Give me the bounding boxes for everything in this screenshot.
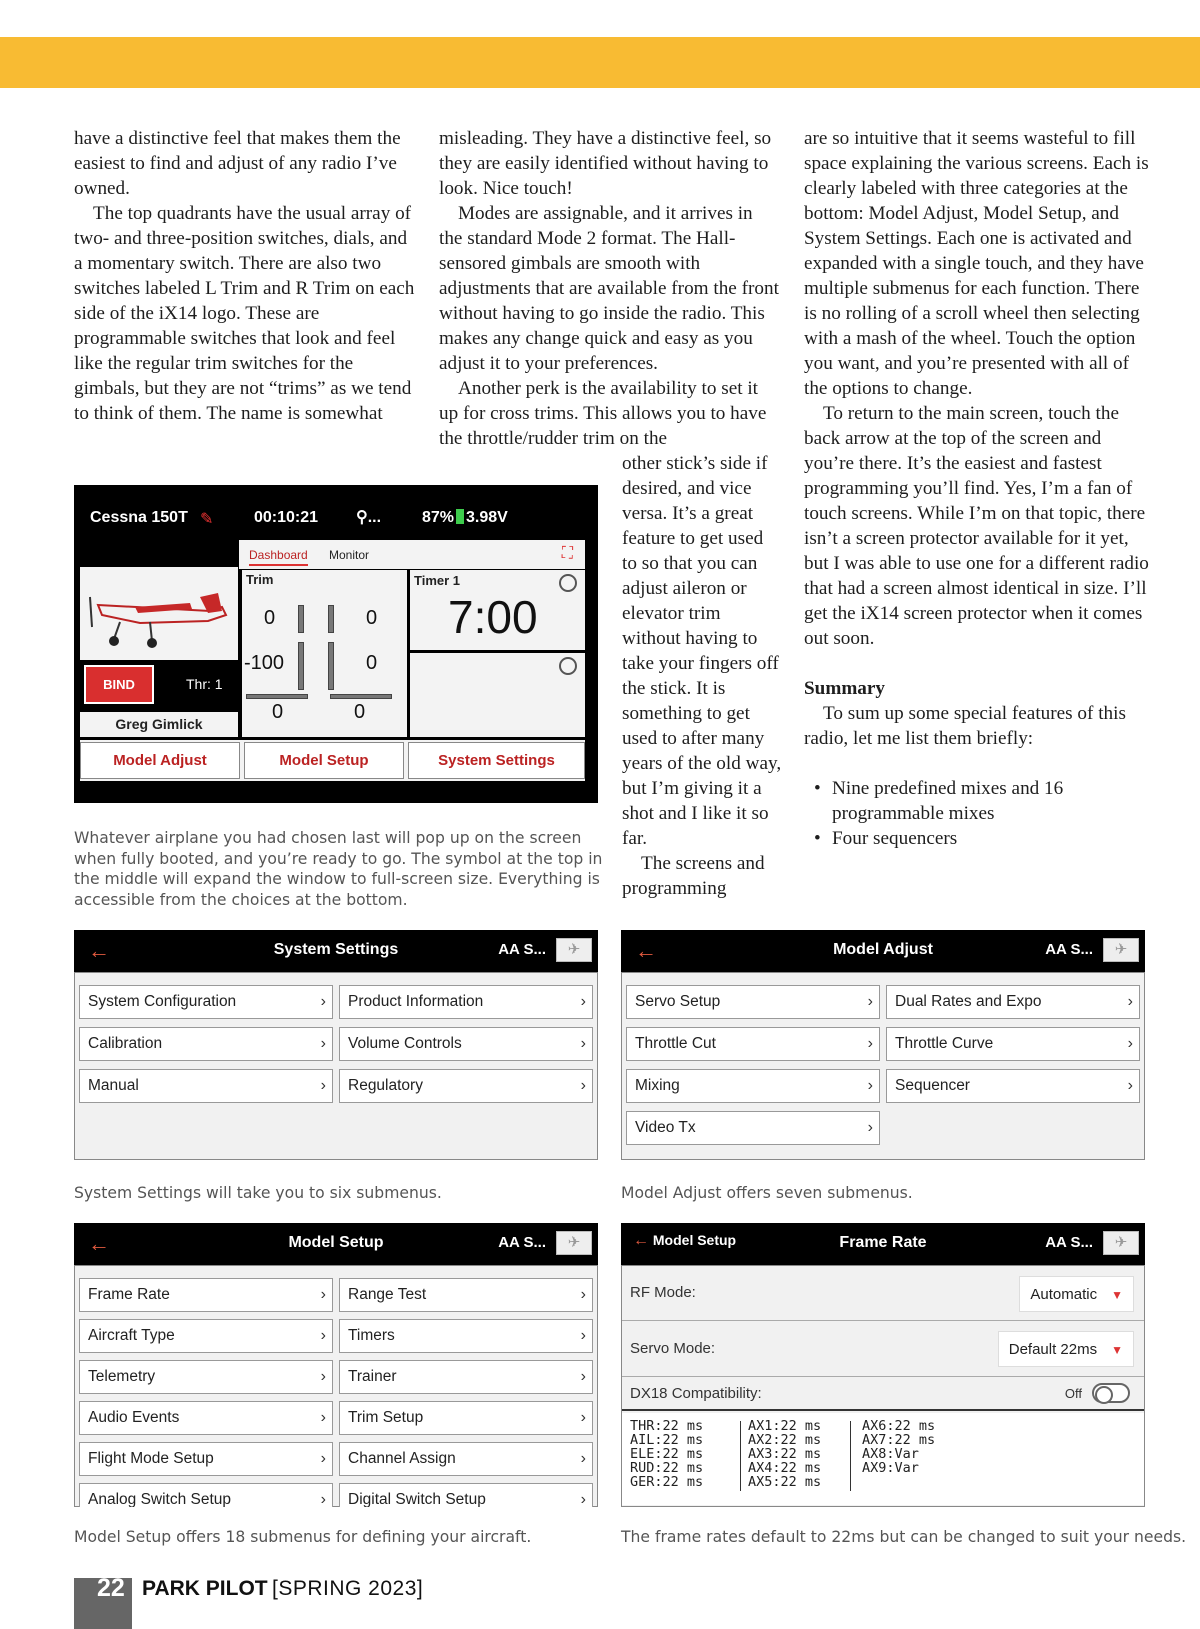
dashboard-screenshot [74,485,598,803]
menu-item-dual-rates-and-expo[interactable] [886,985,1140,1019]
caret-down-icon: ▼ [1111,1288,1123,1302]
screen-header [621,1223,1145,1265]
system-settings-caption: System Settings will take you to six submenus. [74,1184,442,1202]
trim-panel [242,570,407,737]
trim-bar [298,642,304,690]
divider [850,1421,851,1491]
model-adjust-button[interactable]: Model Adjust [80,742,240,779]
airplane-icon[interactable]: ✈ [1103,938,1139,962]
trim-bar [298,605,304,633]
dropdown-value: Automatic [1030,1286,1098,1303]
menu-item-timers[interactable] [339,1319,593,1353]
chevron-right-icon: › [580,993,586,1010]
article-column-3 [804,126,1149,851]
chevron-right-icon: › [320,1491,326,1507]
divider [740,1421,741,1491]
menu-item-audio-events[interactable] [79,1401,333,1435]
trim-value: 0 [366,607,378,629]
chevron-right-icon: › [320,1327,326,1344]
model-adjust-caption: Model Adjust offers seven submenus. [621,1184,913,1202]
back-arrow-icon[interactable]: ← [635,938,657,963]
trim-bar [330,694,392,699]
menu-item-label: Digital Switch Setup [348,1491,486,1507]
menu-item-telemetry[interactable] [79,1360,333,1394]
feature-list [804,776,1149,851]
chevron-right-icon: › [867,1119,873,1136]
chevron-right-icon: › [1127,1035,1133,1052]
bind-button[interactable]: BIND [84,665,154,704]
menu-item-trainer[interactable] [339,1360,593,1394]
paragraph: Another perk is the availability to set it up for cross trims. This allows you to have the throttle/rudder trim on the [439,378,767,449]
screen-title: Model Adjust [833,941,933,958]
chevron-right-icon: › [1127,993,1133,1010]
chevron-right-icon: › [580,1368,586,1385]
back-label: Model Setup [652,1232,737,1248]
dashboard-button-bar [80,740,585,781]
menu-item-label: Sequencer [895,1077,970,1094]
menu-item-label: Analog Switch Setup [88,1491,232,1507]
menu-item-system-configuration[interactable] [79,985,333,1019]
menu-item-range-test[interactable] [339,1278,593,1312]
model-setup-screenshot [74,1223,598,1507]
trim-value: -100 [244,652,285,674]
paragraph: The screens and programming [622,853,765,899]
chevron-right-icon: › [320,1450,326,1467]
caret-down-icon: ▼ [1111,1343,1123,1357]
menu-item-analog-switch-setup[interactable] [79,1483,333,1507]
screen-header [621,930,1145,972]
menu-item-label: Video Tx [635,1119,696,1136]
rate-column: AX6:22 ms AX7:22 ms AX8:Var AX9:Var [862,1418,936,1476]
menu-item-label: Trim Setup [348,1409,424,1426]
chevron-right-icon: › [580,1286,586,1303]
frame-rate-screenshot [621,1223,1145,1507]
paragraph: To sum up some special features of this radio, let me list them briefly: [804,703,1126,749]
link-status: ⚲... [356,509,382,526]
system-settings-screenshot [74,930,598,1160]
chevron-right-icon: › [320,993,326,1010]
menu-item-label: Telemetry [88,1368,156,1385]
menu-item-calibration[interactable] [79,1027,333,1061]
chevron-right-icon: › [867,993,873,1010]
model-short-name: AA S... [498,1234,546,1251]
menu-item-channel-assign[interactable] [339,1442,593,1476]
menu-item-label: Throttle Cut [635,1035,716,1052]
timer-panel[interactable] [410,570,585,650]
trim-value: 0 [272,701,284,723]
dx18-label: DX18 Compatibility: [630,1385,762,1402]
system-settings-button[interactable]: System Settings [408,742,585,779]
model-setup-button[interactable]: Model Setup [244,742,404,779]
menu-item-mixing[interactable] [626,1069,880,1103]
model-setup-caption: Model Setup offers 18 submenus for defining your aircraft. [74,1528,532,1546]
menu-item-label: Volume Controls [348,1035,462,1052]
paragraph: have a distinctive feel that makes them the easiest to find and adjust of any radio I’ve owned. [74,128,401,199]
menu-item-label: Manual [88,1077,139,1094]
menu-item-throttle-cut[interactable] [626,1027,880,1061]
chevron-right-icon: › [867,1035,873,1052]
dashboard-tabs [239,540,585,569]
timer-label: Timer 1 [414,573,461,588]
chevron-right-icon: › [320,1077,326,1094]
trim-label: Trim [246,572,274,587]
chevron-right-icon: › [867,1077,873,1094]
menu-item-label: Product Information [348,993,484,1010]
battery-percent: 87% [422,509,455,526]
header-color-band [0,37,1200,88]
menu-item-label: Flight Mode Setup [88,1450,214,1467]
rate-column: AX1:22 ms AX2:22 ms AX3:22 ms AX4:22 ms AX5:22 ms [748,1418,822,1490]
trim-bar [246,694,308,699]
paragraph: are so intuitive that it seems wasteful to fill space explaining the various screens. Each is clearly labeled with three categories at the bottom: Model Adjust, Model Setup, and System Settings. Each one is activated and expanded with a single touch, and they have multiple submenus for each function. There is no rolling of a scroll wheel then selecting with a mash of the wheel. Touch the option you want, and you’re presented with all of the options to change. [804,128,1149,399]
article-column-2 [439,126,779,451]
chevron-right-icon: › [320,1368,326,1385]
clock-icon [559,657,577,675]
aircraft-image-panel [80,567,238,660]
airplane-icon[interactable]: ✈ [556,1231,592,1255]
frame-rate-caption: The frame rates default to 22ms but can be changed to suit your needs. [621,1528,1187,1546]
trim-value: 0 [264,607,276,629]
menu-body [74,1265,598,1507]
menu-item-sequencer[interactable] [886,1069,1140,1103]
menu-item-video-tx[interactable] [626,1111,880,1145]
paragraph: other stick’s side if desired, and vice versa. It’s a great feature to get used to so that you can adjust aileron or elevator trim without having to take your fingers off the stick. It is something to get used to after many years of the old way, but I’m giving it a shot and I like it so far. [622,453,782,849]
paragraph: To return to the main screen, touch the back arrow at the top of the screen and you’re there. It’s the easiest and fastest programming you’ll find. Yes, I’m a fan of touch screens. While I’m on that topic, there isn’t a screen protector available for it yet, but I was able to use one for a different radio that had a screen almost identical in size. I’ll get the iX14 screen protector when it comes out soon. [804,403,1149,649]
list-item: • Four sequencers [804,826,1149,851]
paragraph: misleading. They have a distinctive feel, so they are easily identified without having to look. Nice touch! [439,128,772,199]
clock-icon [559,574,577,592]
frame-rate-table [622,1413,1144,1505]
chevron-right-icon: › [580,1327,586,1344]
screen-title: System Settings [273,941,399,958]
paragraph: The top quadrants have the usual array of two- and three-position switches, dials, and a momentary switch. There are also two switches labeled L Trim and R Trim on each side of the iX14 logo. These are programmable switches that look and feel like the regular trim switches for the gimbals, but they are not “trims” as we tend to think of them. The name is somewhat [74,203,415,424]
battery-voltage: 3.98V [466,509,508,526]
back-arrow-icon[interactable]: ← [88,1231,110,1256]
airplane-icon[interactable]: ✈ [556,938,592,962]
model-name[interactable]: Cessna 150T [90,509,188,526]
dx18-state: Off [1064,1386,1082,1401]
menu-item-label: Dual Rates and Expo [895,993,1042,1010]
menu-item-trim-setup[interactable] [339,1401,593,1435]
page-number: 22 [97,1574,125,1602]
screen-header [74,930,598,972]
menu-item-servo-setup[interactable] [626,985,880,1019]
airplane-icon[interactable]: ✈ [1103,1231,1139,1255]
menu-body [621,972,1145,1160]
back-arrow-icon[interactable]: ← [88,938,110,963]
menu-item-volume-controls[interactable] [339,1027,593,1061]
tab-monitor[interactable]: Monitor [329,548,370,562]
menu-item-label: Audio Events [88,1409,180,1426]
servo-mode-dropdown[interactable] [998,1331,1134,1367]
trim-bar [328,642,334,690]
dashboard-caption: Whatever airplane you had chosen last will pop up on the screen when fully booted, and you’re ready to go. The symbol at the top in the middle will expand the window to full-screen size. Everything is accessible from the choices at the bottom. [74,829,603,909]
menu-item-label: Calibration [88,1035,163,1052]
timer-value: 7:00 [448,591,538,643]
rate-column: THR:22 ms AIL:22 ms ELE:22 ms RUD:22 ms GER:22 ms [630,1418,704,1490]
chevron-right-icon: › [580,1450,586,1467]
trim-value: 0 [354,701,366,723]
menu-item-label: Servo Setup [635,993,721,1010]
menu-item-aircraft-type[interactable] [79,1319,333,1353]
pilot-name: Greg Gimlick [80,712,238,737]
menu-item-regulatory[interactable] [339,1069,593,1103]
battery-status [422,509,508,527]
rf-mode-dropdown[interactable] [1019,1276,1134,1312]
menu-item-label: System Configuration [88,993,237,1010]
publication-name: PARK PILOT [142,1577,268,1600]
menu-item-label: Regulatory [348,1077,423,1094]
back-arrow-icon: ← [633,1232,649,1249]
menu-item-product-information[interactable] [339,985,593,1019]
menu-item-label: Mixing [635,1077,680,1094]
chevron-right-icon: › [320,1286,326,1303]
battery-icon [456,509,464,524]
airplane-image [80,567,238,660]
trim-bar [328,605,334,633]
settings-body [621,1265,1145,1507]
dropdown-value: Default 22ms [1008,1341,1098,1358]
model-short-name: AA S... [1045,941,1093,958]
menu-item-label: Throttle Curve [895,1035,994,1052]
chevron-right-icon: › [580,1035,586,1052]
menu-item-label: Range Test [348,1286,427,1303]
menu-item-manual[interactable] [79,1069,333,1103]
article-column-1 [74,126,419,426]
expand-icon[interactable]: ⛶ [561,545,573,562]
model-adjust-screenshot [621,930,1145,1160]
list-item: • Nine predefined mixes and 16 programmable mixes [804,776,1149,826]
chevron-right-icon: › [580,1077,586,1094]
trim-value: 0 [366,652,378,674]
rf-mode-row [622,1266,1144,1321]
summary-heading: Summary [804,678,886,699]
model-short-name: AA S... [1045,1234,1093,1251]
chevron-right-icon: › [320,1409,326,1426]
menu-item-label: Trainer [348,1368,397,1385]
dx18-row [622,1377,1144,1411]
menu-item-label: Aircraft Type [88,1327,175,1344]
menu-item-label: Channel Assign [348,1450,456,1467]
menu-item-frame-rate[interactable] [79,1278,333,1312]
throttle-indicator: Thr: 1 [186,676,223,692]
article-column-2-continued [622,451,782,901]
model-short-name: AA S... [498,941,546,958]
paragraph: Modes are assignable, and it arrives in the standard Mode 2 format. The Hall-sensored gimbals are smooth with adjustments that are available from the front without having to go inside the radio. This makes any change quick and easy as you adjust it to your preferences. [439,203,779,374]
elapsed-timer: 00:10:21 [254,509,319,526]
screen-title: Model Setup [288,1234,384,1251]
menu-item-digital-switch-setup[interactable] [339,1483,593,1507]
menu-body [74,972,598,1160]
chevron-right-icon: › [1127,1077,1133,1094]
tab-dashboard[interactable]: Dashboard [249,548,308,566]
servo-mode-row [622,1321,1144,1377]
servo-mode-label: Servo Mode: [630,1340,716,1357]
screen-title: Frame Rate [839,1234,927,1251]
rf-mode-label: RF Mode: [630,1284,696,1301]
menu-item-flight-mode-setup[interactable] [79,1442,333,1476]
chevron-right-icon: › [580,1491,586,1507]
chevron-right-icon: › [320,1035,326,1052]
pencil-icon[interactable]: ✎ [200,511,214,528]
dx18-toggle[interactable] [1092,1383,1130,1403]
menu-item-throttle-curve[interactable] [886,1027,1140,1061]
chevron-right-icon: › [580,1409,586,1426]
issue-label: [SPRING 2023] [272,1577,424,1600]
menu-item-label: Frame Rate [88,1286,170,1303]
menu-item-label: Timers [348,1327,395,1344]
timer-2-panel[interactable] [410,653,585,737]
screen-header [74,1223,598,1265]
